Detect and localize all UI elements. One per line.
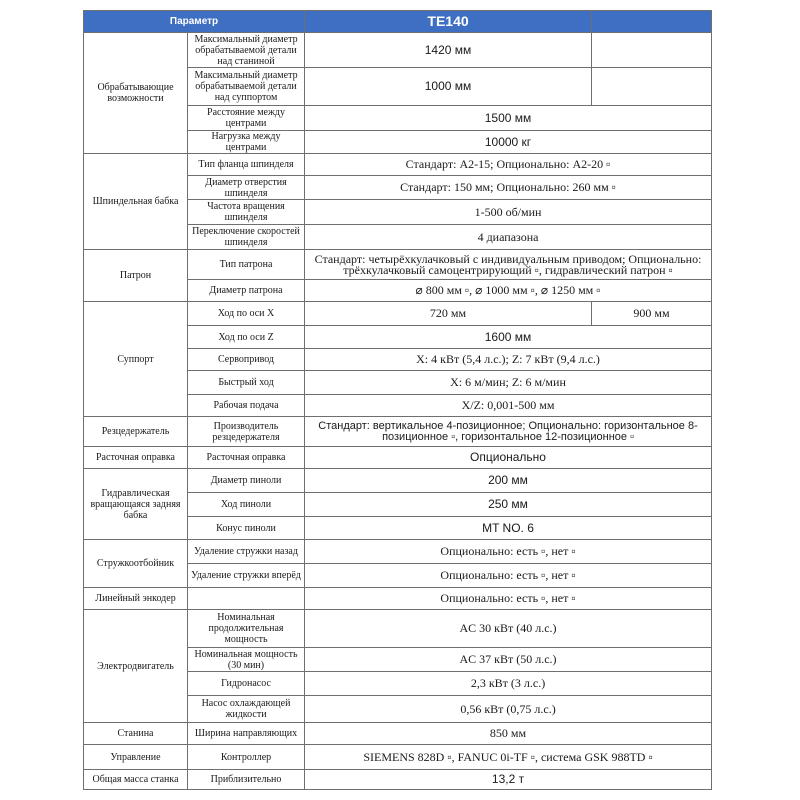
table-row xyxy=(84,723,712,745)
group-control: Управление xyxy=(84,745,188,770)
row-value: Стандарт: 150 мм; Опционально: 260 мм ▫ xyxy=(305,176,712,200)
table-row xyxy=(84,588,712,610)
table-row xyxy=(84,469,712,493)
row-value: Опционально xyxy=(305,447,712,469)
group-bed: Станина xyxy=(84,723,188,745)
table-row xyxy=(84,250,712,280)
group-turret: Резцедержатель xyxy=(84,417,188,447)
group-boring-bar: Расточная оправка xyxy=(84,447,188,469)
row-value: X: 6 м/мин; Z: 6 м/мин xyxy=(305,371,712,395)
table-header-row xyxy=(84,11,712,33)
table-row xyxy=(84,540,712,564)
header-parameter: Параметр xyxy=(84,11,305,33)
row-label: Диаметр пиноли xyxy=(188,469,305,493)
row-value: Стандарт: вертикальное 4-позиционное; Опционально: горизонтальное 8-позиционное ▫, горизонтальное 12-позиционное ▫ xyxy=(305,417,712,447)
row-value: Опционально: есть ▫, нет ▫ xyxy=(305,540,712,564)
row-value: AC 37 кВт (50 л.с.) xyxy=(305,648,712,672)
row-value: SIEMENS 828D ▫, FANUC 0i-TF ▫, система GSK 988TD ▫ xyxy=(305,745,712,770)
spec-table xyxy=(83,10,712,790)
row-value: Опционально: есть ▫, нет ▫ xyxy=(305,588,712,610)
row-value: ⌀ 800 мм ▫, ⌀ 1000 мм ▫, ⌀ 1250 мм ▫ xyxy=(305,280,712,302)
table-row xyxy=(84,745,712,770)
row-label: Быстрый ход xyxy=(188,371,305,395)
row-value: 1600 мм xyxy=(305,326,712,349)
row-label: Удаление стружки вперёд xyxy=(188,564,305,588)
row-value: X/Z: 0,001-500 мм xyxy=(305,395,712,417)
row-value: 1420 мм xyxy=(305,33,592,68)
table-row xyxy=(84,610,712,648)
row-value: 13,2 т xyxy=(305,770,712,790)
row-value: Стандарт: четырёхкулачковый с индивидуальным приводом; Опционально: трёхкулачковый самоцентрирующий ▫, гидравлический патрон ▫ xyxy=(305,250,712,280)
row-value: 1-500 об/мин xyxy=(305,200,712,225)
row-value: X: 4 кВт (5,4 л.с.); Z: 7 кВт (9,4 л.с.) xyxy=(305,349,712,371)
row-label: Переключение скоростей шпинделя xyxy=(188,225,305,250)
row-label: Тип патрона xyxy=(188,250,305,280)
row-label: Номинальная мощность (30 мин) xyxy=(188,648,305,672)
group-capabilities: Обрабатывающие возможности xyxy=(84,33,188,154)
row-empty-cell xyxy=(592,68,712,106)
row-value: 10000 кг xyxy=(305,131,712,154)
row-label: Сервопривод xyxy=(188,349,305,371)
row-label: Гидронасос xyxy=(188,672,305,696)
table-row xyxy=(84,302,712,326)
row-label: Тип фланца шпинделя xyxy=(188,154,305,176)
row-value: Стандарт: A2-15; Опционально: A2-20 ▫ xyxy=(305,154,712,176)
row-empty-cell xyxy=(592,33,712,68)
row-label: Расточная оправка xyxy=(188,447,305,469)
header-empty xyxy=(592,11,712,33)
table-row xyxy=(84,447,712,469)
table-row xyxy=(84,154,712,176)
group-headstock: Шпиндельная бабка xyxy=(84,154,188,250)
row-label: Диаметр патрона xyxy=(188,280,305,302)
group-mass: Общая масса станка xyxy=(84,770,188,790)
row-label: Максимальный диаметр обрабатываемой детали над суппортом xyxy=(188,68,305,106)
group-carriage: Суппорт xyxy=(84,302,188,417)
row-label: Ход по оси X xyxy=(188,302,305,326)
row-value: AC 30 кВт (40 л.с.) xyxy=(305,610,712,648)
row-value: 1000 мм xyxy=(305,68,592,106)
row-label: Контроллер xyxy=(188,745,305,770)
row-value: 250 мм xyxy=(305,493,712,517)
row-value-b: 900 мм xyxy=(592,302,712,326)
row-label: Насос охлаждающей жидкости xyxy=(188,696,305,723)
row-label: Ход пиноли xyxy=(188,493,305,517)
row-label: Диаметр отверстия шпинделя xyxy=(188,176,305,200)
row-value: 200 мм xyxy=(305,469,712,493)
row-label: Ход по оси Z xyxy=(188,326,305,349)
row-label: Максимальный диаметр обрабатываемой детали над станиной xyxy=(188,33,305,68)
row-label: Номинальная продолжительная мощность xyxy=(188,610,305,648)
row-label xyxy=(188,588,305,610)
table-row xyxy=(84,33,712,68)
row-label: Рабочая подача xyxy=(188,395,305,417)
row-value-a: 720 мм xyxy=(305,302,592,326)
group-motor: Электродвигатель xyxy=(84,610,188,723)
row-value: 1500 мм xyxy=(305,106,712,131)
group-chip-conveyor: Стружкоотбойник xyxy=(84,540,188,588)
row-value: 850 мм xyxy=(305,723,712,745)
group-encoder: Линейный энкодер xyxy=(84,588,188,610)
row-value: 0,56 кВт (0,75 л.с.) xyxy=(305,696,712,723)
row-value: Опционально: есть ▫, нет ▫ xyxy=(305,564,712,588)
table-row xyxy=(84,417,712,447)
row-value: 2,3 кВт (3 л.с.) xyxy=(305,672,712,696)
row-label: Ширина направляющих xyxy=(188,723,305,745)
group-tailstock: Гидравлическая вращающаяся задняя бабка xyxy=(84,469,188,540)
row-label: Нагрузка между центрами xyxy=(188,131,305,154)
group-chuck: Патрон xyxy=(84,250,188,302)
row-label: Приблизительно xyxy=(188,770,305,790)
row-label: Расстояние между центрами xyxy=(188,106,305,131)
header-model: TE140 xyxy=(305,11,592,33)
row-label: Частота вращения шпинделя xyxy=(188,200,305,225)
row-label: Производитель резцедержателя xyxy=(188,417,305,447)
row-value: 4 диапазона xyxy=(305,225,712,250)
row-label: Удаление стружки назад xyxy=(188,540,305,564)
table-row xyxy=(84,770,712,790)
row-label: Конус пиноли xyxy=(188,517,305,540)
row-value: MT NO. 6 xyxy=(305,517,712,540)
